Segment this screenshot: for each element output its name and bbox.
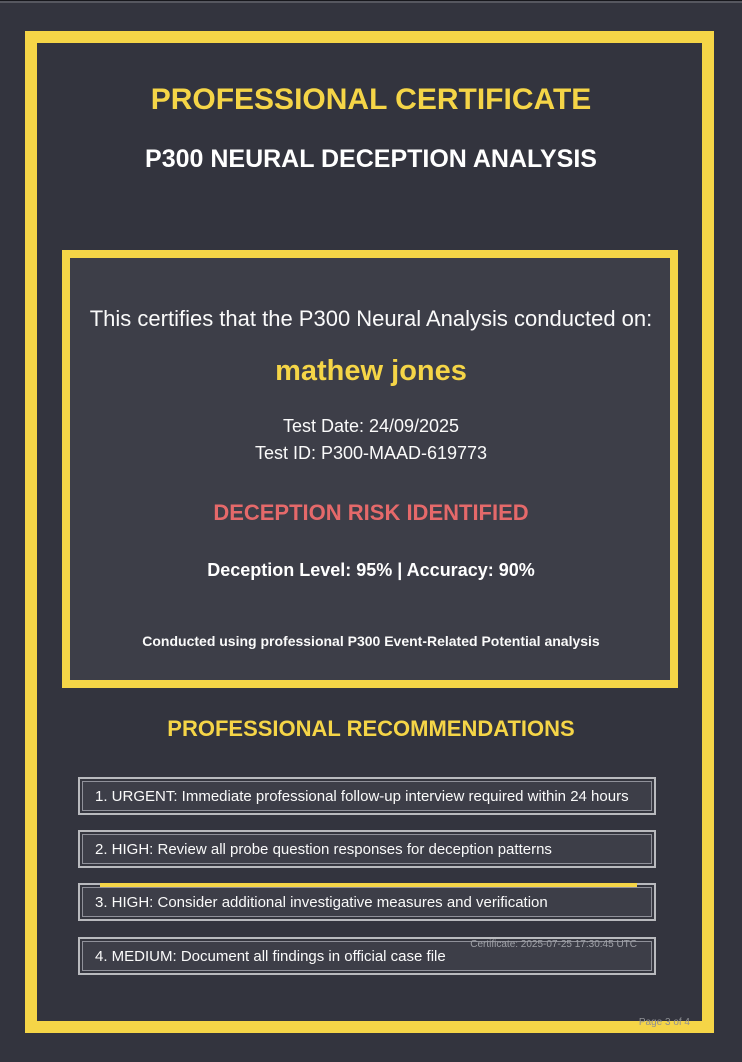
top-edge-light-line [0,1,742,3]
risk-status-heading: DECEPTION RISK IDENTIFIED [213,500,529,525]
test-date-line: Test Date: 24/09/2025 [282,416,460,436]
page-subtitle: P300 NEURAL DECEPTION ANALYSIS [145,145,597,173]
subject-name: mathew jones [275,355,467,387]
recommendation-text: 4. MEDIUM: Document all findings in official case file [82,941,652,971]
yellow-accent-stripe [100,883,637,887]
recommendation-item [78,830,656,868]
test-id-line: Test ID: P300-MAAD-619773 [254,443,488,463]
page-title: PROFESSIONAL CERTIFICATE [150,83,592,116]
recommendation-item [78,777,656,815]
recommendation-text: 2. HIGH: Review all probe question responses for deception patterns [82,834,652,864]
recommendation-text: 1. URGENT: Immediate professional follow-up interview required within 24 hours [82,781,652,811]
recommendations-heading: PROFESSIONAL RECOMMENDATIONS [167,716,575,741]
recommendation-item [78,883,656,921]
certifies-intro-text: This certifies that the P300 Neural Analysis conducted on: [89,306,653,331]
certificate-timestamp: Certificate: 2025-07-25 17:30:45 UTC [470,939,637,950]
metrics-line: Deception Level: 95% | Accuracy: 90% [207,560,535,580]
recommendation-text: 3. HIGH: Consider additional investigative measures and verification [82,887,652,917]
page-indicator: Page 3 of 4 [638,1017,690,1028]
method-note: Conducted using professional P300 Event-Related Potential analysis [142,633,600,649]
